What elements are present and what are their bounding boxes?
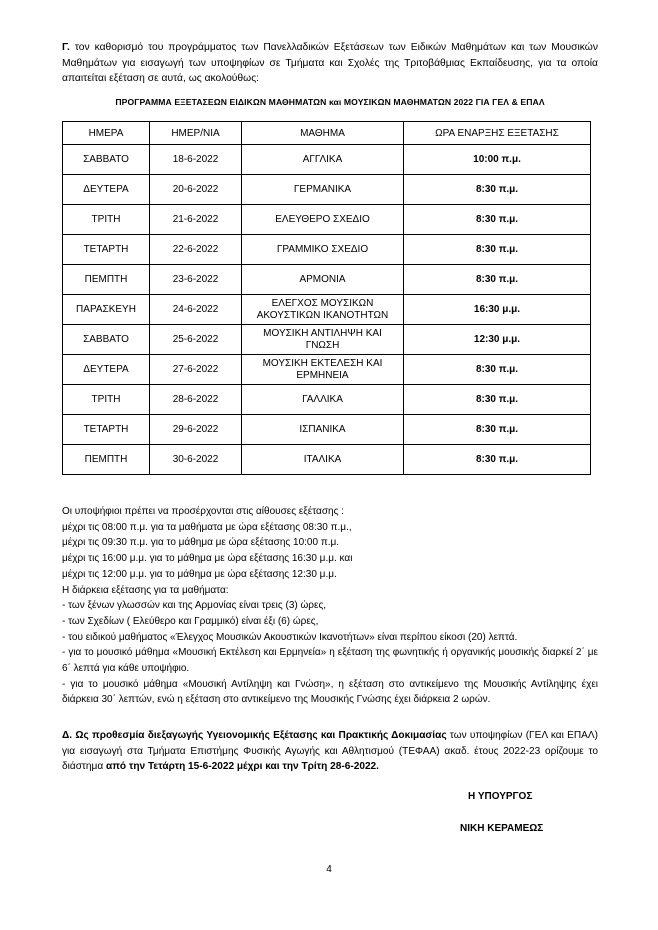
duration-line: - για το μουσικό μάθημα «Μουσική Εκτέλεση και Ερμηνεία» η εξέταση της φωνητικής ή οργανικής μουσικής διαρκεί 2΄ με 6΄ λεπτά για κάθε υποψήφιο.	[62, 647, 598, 675]
cell-date: 22-6-2022	[150, 235, 242, 265]
table-row	[63, 355, 591, 385]
cell-day: ΤΡΙΤΗ	[63, 385, 150, 415]
cell-time: 8:30 π.μ.	[404, 385, 591, 415]
cell-subject: ΑΡΜΟΝΙΑ	[242, 265, 404, 295]
duration-line: - του ειδικού μαθήματος «Έλεγχος Μουσικών Ακουστικών Ικανοτήτων» είναι περίπου είκοσι (20) λεπτά.	[62, 631, 518, 643]
cell-time: 8:30 π.μ.	[404, 175, 591, 205]
table-row	[63, 235, 591, 265]
arrival-line: μέχρι τις 09:30 π.μ. για το μάθημα με ώρα εξέτασης 10:00 π.μ.	[62, 537, 340, 549]
table-row	[63, 175, 591, 205]
arrival-line: μέχρι τις 12:00 μ.μ. για το μάθημα με ώρα εξέτασης 12:30 μ.μ.	[62, 568, 337, 580]
cell-time: 8:30 π.μ.	[404, 445, 591, 475]
table-row	[63, 145, 591, 175]
page-number: 4	[326, 864, 332, 875]
cell-time: 8:30 π.μ.	[404, 235, 591, 265]
cell-time: 12:30 μ.μ.	[404, 325, 591, 355]
header-subject: ΜΑΘΗΜΑ	[242, 122, 404, 145]
cell-subject: ΙΤΑΛΙΚΑ	[242, 445, 404, 475]
cell-subject: ΜΟΥΣΙΚΗ ΕΚΤΕΛΕΣΗ ΚΑΙ ΕΡΜΗΝΕΙΑ	[242, 355, 404, 385]
arrival-line: μέχρι τις 16:00 μ.μ. για το μάθημα με ώρα εξέτασης 16:30 μ.μ. και	[62, 553, 353, 565]
cell-day: ΣΑΒΒΑΤΟ	[63, 325, 150, 355]
cell-subject: ΓΑΛΛΙΚΑ	[242, 385, 404, 415]
cell-day: ΔΕΥΤΕΡΑ	[63, 355, 150, 385]
table-row	[63, 325, 591, 355]
cell-subject: ΕΛΕΓΧΟΣ ΜΟΥΣΙΚΩΝ ΑΚΟΥΣΤΙΚΩΝ ΙΚΑΝΟΤΗΤΩΝ	[242, 295, 404, 325]
cell-date: 24-6-2022	[150, 295, 242, 325]
cell-subject: ΜΟΥΣΙΚΗ ΑΝΤΙΛΗΨΗ ΚΑΙ ΓΝΩΣΗ	[242, 325, 404, 355]
table-row	[63, 205, 591, 235]
cell-date: 18-6-2022	[150, 145, 242, 175]
section-d-lead: Δ. Ως προθεσμία διεξαγωγής Υγειονομικής Εξέτασης και Πρακτικής Δοκιμασίας	[62, 730, 447, 741]
cell-day: ΔΕΥΤΕΡΑ	[63, 175, 150, 205]
cell-day: ΠΕΜΠΤΗ	[63, 445, 150, 475]
cell-date: 29-6-2022	[150, 415, 242, 445]
cell-day: ΤΕΤΑΡΤΗ	[63, 415, 150, 445]
header-date: ΗΜΕΡ/ΝΙΑ	[150, 122, 242, 145]
cell-subject: ΓΡΑΜΜΙΚΟ ΣΧΕΔΙΟ	[242, 235, 404, 265]
cell-subject: ΙΣΠΑΝΙΚΑ	[242, 415, 404, 445]
cell-subject: ΓΕΡΜΑΝΙΚΑ	[242, 175, 404, 205]
table-row	[63, 415, 591, 445]
cell-day: ΠΕΜΠΤΗ	[63, 265, 150, 295]
notes-section	[62, 504, 598, 708]
cell-date: 30-6-2022	[150, 445, 242, 475]
signature-name: ΝΙΚΗ ΚΕΡΑΜΕΩΣ	[460, 823, 544, 834]
intro-paragraph	[62, 40, 598, 87]
cell-date: 28-6-2022	[150, 385, 242, 415]
table-row	[63, 265, 591, 295]
cell-time: 10:00 π.μ.	[404, 145, 591, 175]
cell-day: ΤΡΙΤΗ	[63, 205, 150, 235]
cell-time: 8:30 π.μ.	[404, 415, 591, 445]
section-d-dates: από την Τετάρτη 15-6-2022 μέχρι και την Τρίτη 28-6-2022.	[105, 761, 379, 773]
cell-subject: ΑΓΓΛΙΚΑ	[242, 145, 404, 175]
cell-day: ΣΑΒΒΑΤΟ	[63, 145, 150, 175]
cell-time: 8:30 π.μ.	[404, 355, 591, 385]
cell-date: 23-6-2022	[150, 265, 242, 295]
cell-date: 25-6-2022	[150, 325, 242, 355]
cell-time: 8:30 π.μ.	[404, 265, 591, 295]
cell-date: 21-6-2022	[150, 205, 242, 235]
cell-date: 20-6-2022	[150, 175, 242, 205]
cell-day: ΤΕΤΑΡΤΗ	[63, 235, 150, 265]
cell-subject: ΕΛΕΥΘΕΡΟ ΣΧΕΔΙΟ	[242, 205, 404, 235]
header-start-time: ΩΡΑ ΕΝΑΡΞΗΣ ΕΞΕΤΑΣΗΣ	[404, 122, 591, 145]
signature-role: Η ΥΠΟΥΡΓΟΣ	[468, 791, 533, 802]
intro-text: τον καθορισμό του προγράμματος των Πανελλαδικών Εξετάσεων των Ειδικών Μαθημάτων και των Μουσικών Μαθημάτων για εισαγωγή των υποψηφίων σε Τμήματα και Σχολές της Τριτοβάθμιας Εκπαίδευσης, για τα οποία απαιτείται εξέταση σε αυτά, ως ακολούθως:	[62, 42, 598, 85]
cell-time: 16:30 μ.μ.	[404, 295, 591, 325]
cell-date: 27-6-2022	[150, 355, 242, 385]
duration-line: - για το μουσικό μάθημα «Μουσική Αντίληψη και Γνώση», η εξέταση στο αντικείμενο της Μουσικής Αντίληψης έχει διάρκεια 30΄ λεπτών, ενώ η εξέταση στο αντικείμενο της Μουσικής Γνώσης έχει διάρκεια 2 ωρών.	[62, 678, 598, 706]
cell-day: ΠΑΡΑΣΚΕΥΗ	[63, 295, 150, 325]
table-row	[63, 445, 591, 475]
duration-line: - των Σχεδίων ( Ελεύθερο και Γραμμικό) είναι έξι (6) ώρες,	[62, 615, 319, 627]
table-header-row	[63, 122, 591, 145]
table-row	[63, 385, 591, 415]
table-title: ΠΡΟΓΡΑΜΜΑ ΕΞΕΤΑΣΕΩΝ ΕΙΔΙΚΩΝ ΜΑΘΗΜΑΤΩΝ και ΜΟΥΣΙΚΩΝ ΜΑΘΗΜΑΤΩΝ 2022 ΓΙΑ ΓΕΛ & ΕΠΑΛ	[115, 97, 545, 107]
section-d-text: των υποψηφίων (ΓΕΛ και ΕΠΑΛ) για εισαγωγή στα Τμήματα Επιστήμης Φυσικής Αγωγής και Αθλητισμού (ΤΕΦΑΑ) ακαδ. έτους 2022-23 ορίζουμε το διάστημα	[62, 730, 598, 773]
section-d-paragraph	[62, 728, 598, 775]
header-day: ΗΜΕΡΑ	[63, 122, 150, 145]
cell-time: 8:30 π.μ.	[404, 205, 591, 235]
exam-schedule-table	[62, 121, 591, 475]
intro-letter: Γ.	[62, 42, 70, 53]
duration-intro: Η διάρκεια εξέτασης για τα μαθήματα:	[62, 584, 229, 596]
table-row	[63, 295, 591, 325]
duration-line: - των ξένων γλωσσών και της Αρμονίας είναι τρεις (3) ώρες,	[62, 600, 327, 612]
arrival-intro: Οι υποψήφιοι πρέπει να προσέρχονται στις αίθουσες εξέτασης :	[62, 506, 344, 517]
arrival-line: μέχρι τις 08:00 π.μ. για τα μαθήματα με ώρα εξέτασης 08:30 π.μ.,	[62, 521, 352, 533]
